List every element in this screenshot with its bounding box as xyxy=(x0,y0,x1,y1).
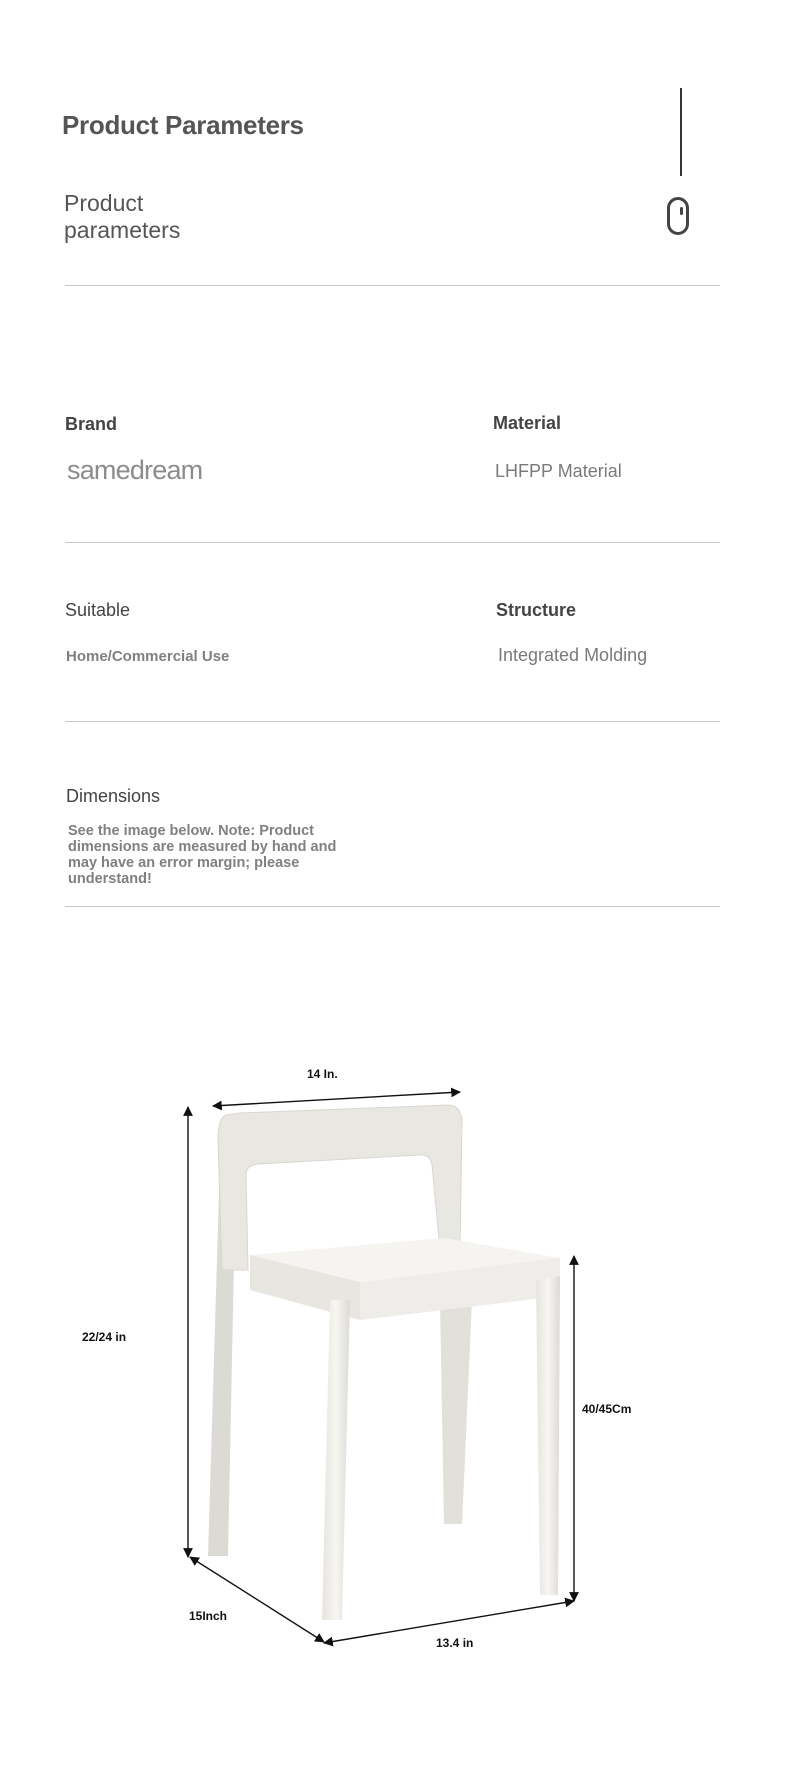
front-width-label: 13.4 in xyxy=(436,1636,474,1650)
page-title: Product Parameters xyxy=(62,110,304,140)
chair-front-right-leg xyxy=(536,1276,560,1595)
structure-label: Structure xyxy=(496,600,577,620)
suitable-label: Suitable xyxy=(65,600,131,620)
top-width-arrow xyxy=(213,1092,460,1106)
top-width-label: 14 In. xyxy=(307,1067,338,1081)
brand-logo-text: samedream xyxy=(67,455,203,485)
material-value: LHFPP Material xyxy=(495,461,622,481)
structure-value: Integrated Molding xyxy=(498,645,648,665)
chair-front-left-leg xyxy=(322,1300,350,1620)
dimensions-note: See the image below. Note: Product dimensions are measured by hand and may have an error margin; please understand! xyxy=(68,823,337,887)
material-label: Material xyxy=(493,413,562,433)
seat-height-label: 40/45Cm xyxy=(582,1402,632,1416)
depth-arrow xyxy=(190,1557,324,1642)
brand-label: Brand xyxy=(65,414,118,434)
total-height-label: 22/24 in xyxy=(82,1330,127,1344)
page-subtitle: Product parameters xyxy=(64,190,181,243)
chair-back-right-leg xyxy=(440,1300,472,1524)
depth-label: 15Inch xyxy=(189,1609,228,1623)
dimensions-label: Dimensions xyxy=(66,786,161,806)
suitable-value: Home/Commercial Use xyxy=(66,648,230,665)
